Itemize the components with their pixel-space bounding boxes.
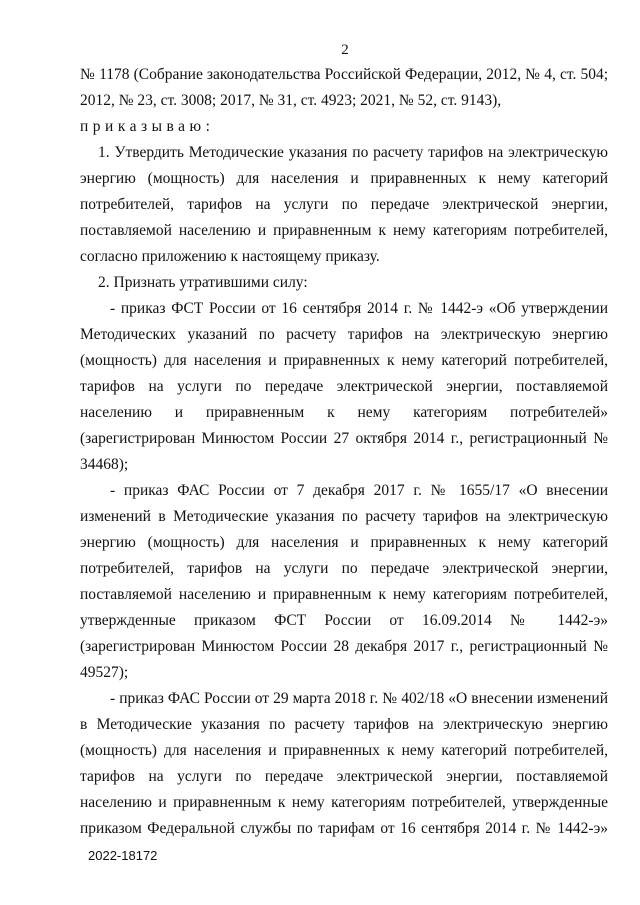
document-body bbox=[80, 62, 608, 842]
paragraph-repeal-2: - приказ ФАС России от 7 декабря 2017 г. № 1655/17 «О внесении изменений в Методические указания по расчету тарифов на электрическую энергию (мощность) для населения и приравненных к нему категорий потребителей, тарифов на услуги по передаче электрической энергии, поставляемой населению и приравненным к нему категориям потребителей, утвержденные приказом ФСТ России от 16.09.2014 № 1442-э» (зарегистрирован Минюстом России 28 декабря 2017 г., регистрационный № 49527); bbox=[80, 482, 608, 681]
paragraph-item-2: 2. Признать утратившими силу: bbox=[98, 274, 308, 291]
paragraph-repeal-1: - приказ ФСТ России от 16 сентября 2014 г. № 1442-э «Об утверждении Методических указаний по расчету тарифов на электрическую энергию (мощность) для населения и приравненных к нему категорий потребителей, тарифов на услуги по передаче электрической энергии, поставляемой населению и приравненным к нему категориям потребителей» (зарегистрирован Минюстом России 27 октября 2014 г., регистрационный № 34468); bbox=[80, 300, 608, 473]
paragraph-repeal-3: - приказ ФАС России от 29 марта 2018 г. № 402/18 «О внесении изменений в Методические указания по расчету тарифов на электрическую энергию (мощность) для населения и приравненных к нему категорий потребителей, тарифов на услуги по передаче электрической энергии, поставляемой населению и приравненным к нему категориям потребителей, утвержденные приказом Федеральной службы по тарифам от 16 сентября 2014 г. № 1442-э» bbox=[80, 690, 608, 837]
paragraph-order-word: приказываю: bbox=[80, 118, 215, 135]
paragraph-continuation: № 1178 (Собрание законодательства Российской Федерации, 2012, № 4, ст. 504; 2012, № 23, ст. 3008; 2017, № 31, ст. 4923; 2021, № 52, ст. 9143), bbox=[80, 66, 608, 109]
paragraph-item-1: 1. Утвердить Методические указания по расчету тарифов на электрическую энергию (мощность) для населения и приравненных к нему категорий потребителей, тарифов на услуги по передаче электрической энергии, поставляемой населению и приравненным к нему категориям потребителей, согласно приложению к настоящему приказу. bbox=[80, 144, 608, 265]
footer-registration-code: 2022-18172 bbox=[88, 848, 158, 863]
page-number: 2 bbox=[341, 42, 349, 58]
